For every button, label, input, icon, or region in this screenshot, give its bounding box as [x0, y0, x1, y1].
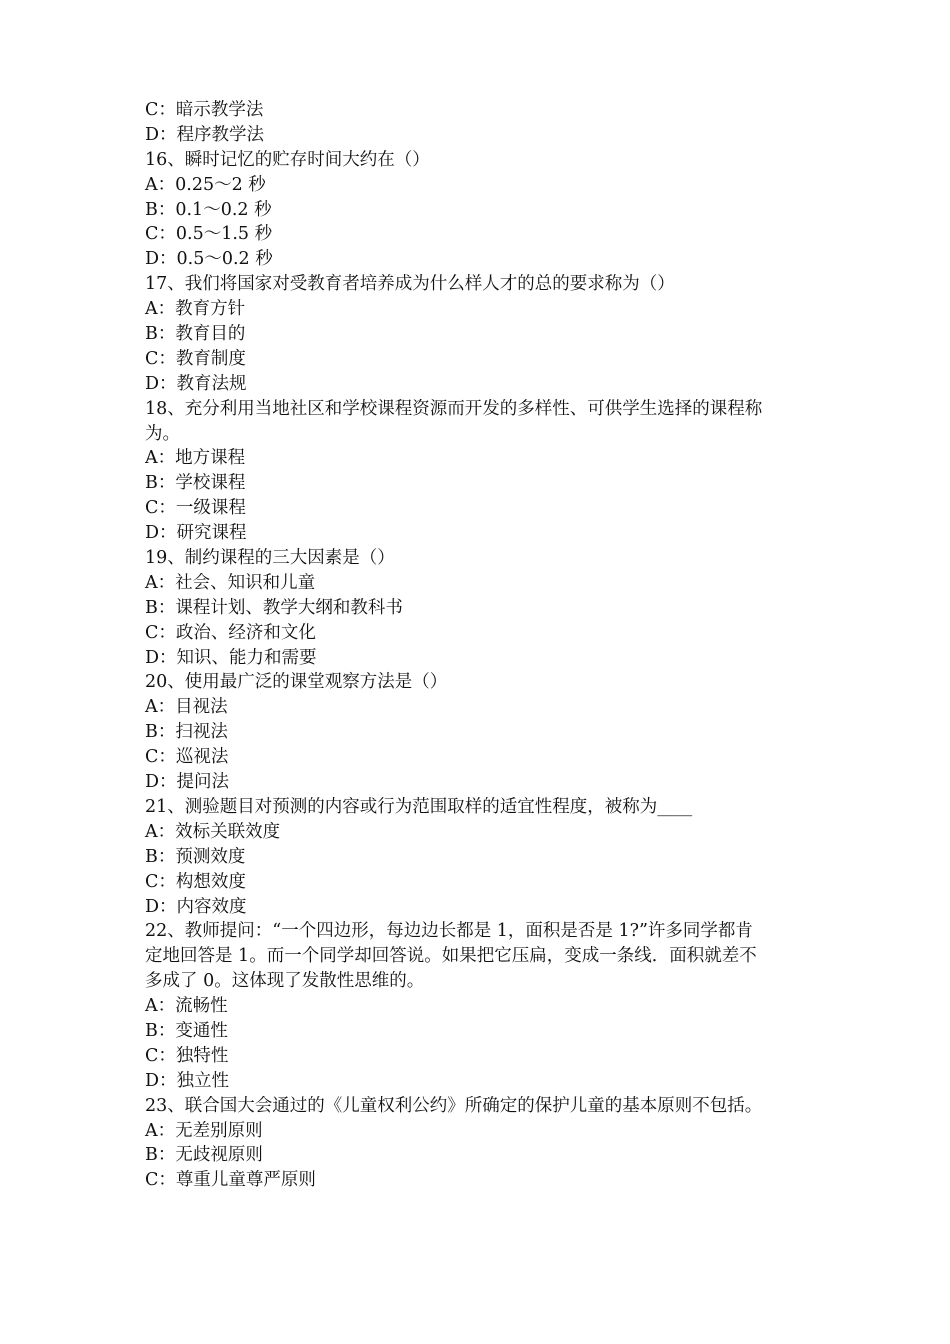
question-line: 23、联合国大会通过的《儿童权利公约》所确定的保护儿童的基本原则不包括。 — [145, 1095, 763, 1116]
option-line: D：教育法规 — [145, 373, 247, 394]
question-line: 18、充分利用当地社区和学校课程资源而开发的多样性、可供学生选择的课程称 — [145, 398, 763, 419]
question-line: 21、测验题目对预测的内容或行为范围取样的适宜性程度，被称为____ — [145, 796, 693, 817]
question-line-continued: 为。 — [145, 423, 180, 444]
option-line: D：内容效度 — [145, 896, 247, 917]
option-line: A：效标关联效度 — [145, 821, 281, 842]
option-line: D：独立性 — [145, 1070, 230, 1091]
option-line: A：流畅性 — [145, 996, 228, 1017]
option-line: C：暗示教学法 — [145, 100, 264, 120]
question-line: 22、教师提问：“一个四边形，每边边长都是 1，面积是否是 1?”许多同学都肯 — [145, 921, 753, 942]
option-line: D：研究课程 — [145, 523, 247, 544]
option-line: C：尊重儿童尊严原则 — [145, 1170, 316, 1191]
option-line: B：课程计划、教学大纲和教科书 — [145, 597, 403, 618]
option-line: C：构想效度 — [145, 871, 246, 892]
option-line: B：变通性 — [145, 1020, 228, 1041]
option-line: B：预测效度 — [145, 846, 246, 867]
question-line: 16、瞬时记忆的贮存时间大约在（） — [145, 149, 430, 170]
question-line: 20、使用最广泛的课堂观察方法是（） — [145, 672, 448, 693]
option-line: D：程序教学法 — [145, 124, 265, 145]
option-line: C：独特性 — [145, 1045, 229, 1066]
option-line: B：教育目的 — [145, 324, 246, 345]
option-line: A：目视法 — [145, 697, 228, 718]
option-line: A：教育方针 — [145, 299, 246, 320]
option-line: A：社会、知识和儿童 — [145, 572, 316, 593]
option-line: A：无差别原则 — [145, 1120, 263, 1141]
option-line: C：政治、经济和文化 — [145, 622, 316, 643]
option-line: C：0.5～1.5 秒 — [145, 224, 273, 245]
question-line: 17、我们将国家对受教育者培养成为什么样人才的总的要求称为（） — [145, 274, 675, 295]
option-line: D：提问法 — [145, 772, 230, 793]
question-line: 19、制约课程的三大因素是（） — [145, 548, 395, 569]
option-line: B：无歧视原则 — [145, 1145, 263, 1166]
option-line: B：学校课程 — [145, 473, 246, 494]
option-line: C：一级课程 — [145, 498, 246, 519]
option-line: D：0.5～0.2 秒 — [145, 249, 273, 270]
document-page — [145, 98, 815, 1193]
question-line-continued: 定地回答是 1。而一个同学却回答说。如果把它压扁，变成一条线．面积就差不 — [145, 946, 757, 967]
question-line-continued: 多成了 0。这体现了发散性思维的。 — [145, 971, 425, 992]
option-line: A：地方课程 — [145, 448, 246, 469]
option-line: B：扫视法 — [145, 722, 228, 743]
option-line: D：知识、能力和需要 — [145, 647, 317, 668]
option-line: C：教育制度 — [145, 348, 246, 369]
option-line: B：0.1～0.2 秒 — [145, 199, 272, 220]
option-line: A：0.25～2 秒 — [145, 174, 266, 195]
option-line: C：巡视法 — [145, 747, 229, 768]
